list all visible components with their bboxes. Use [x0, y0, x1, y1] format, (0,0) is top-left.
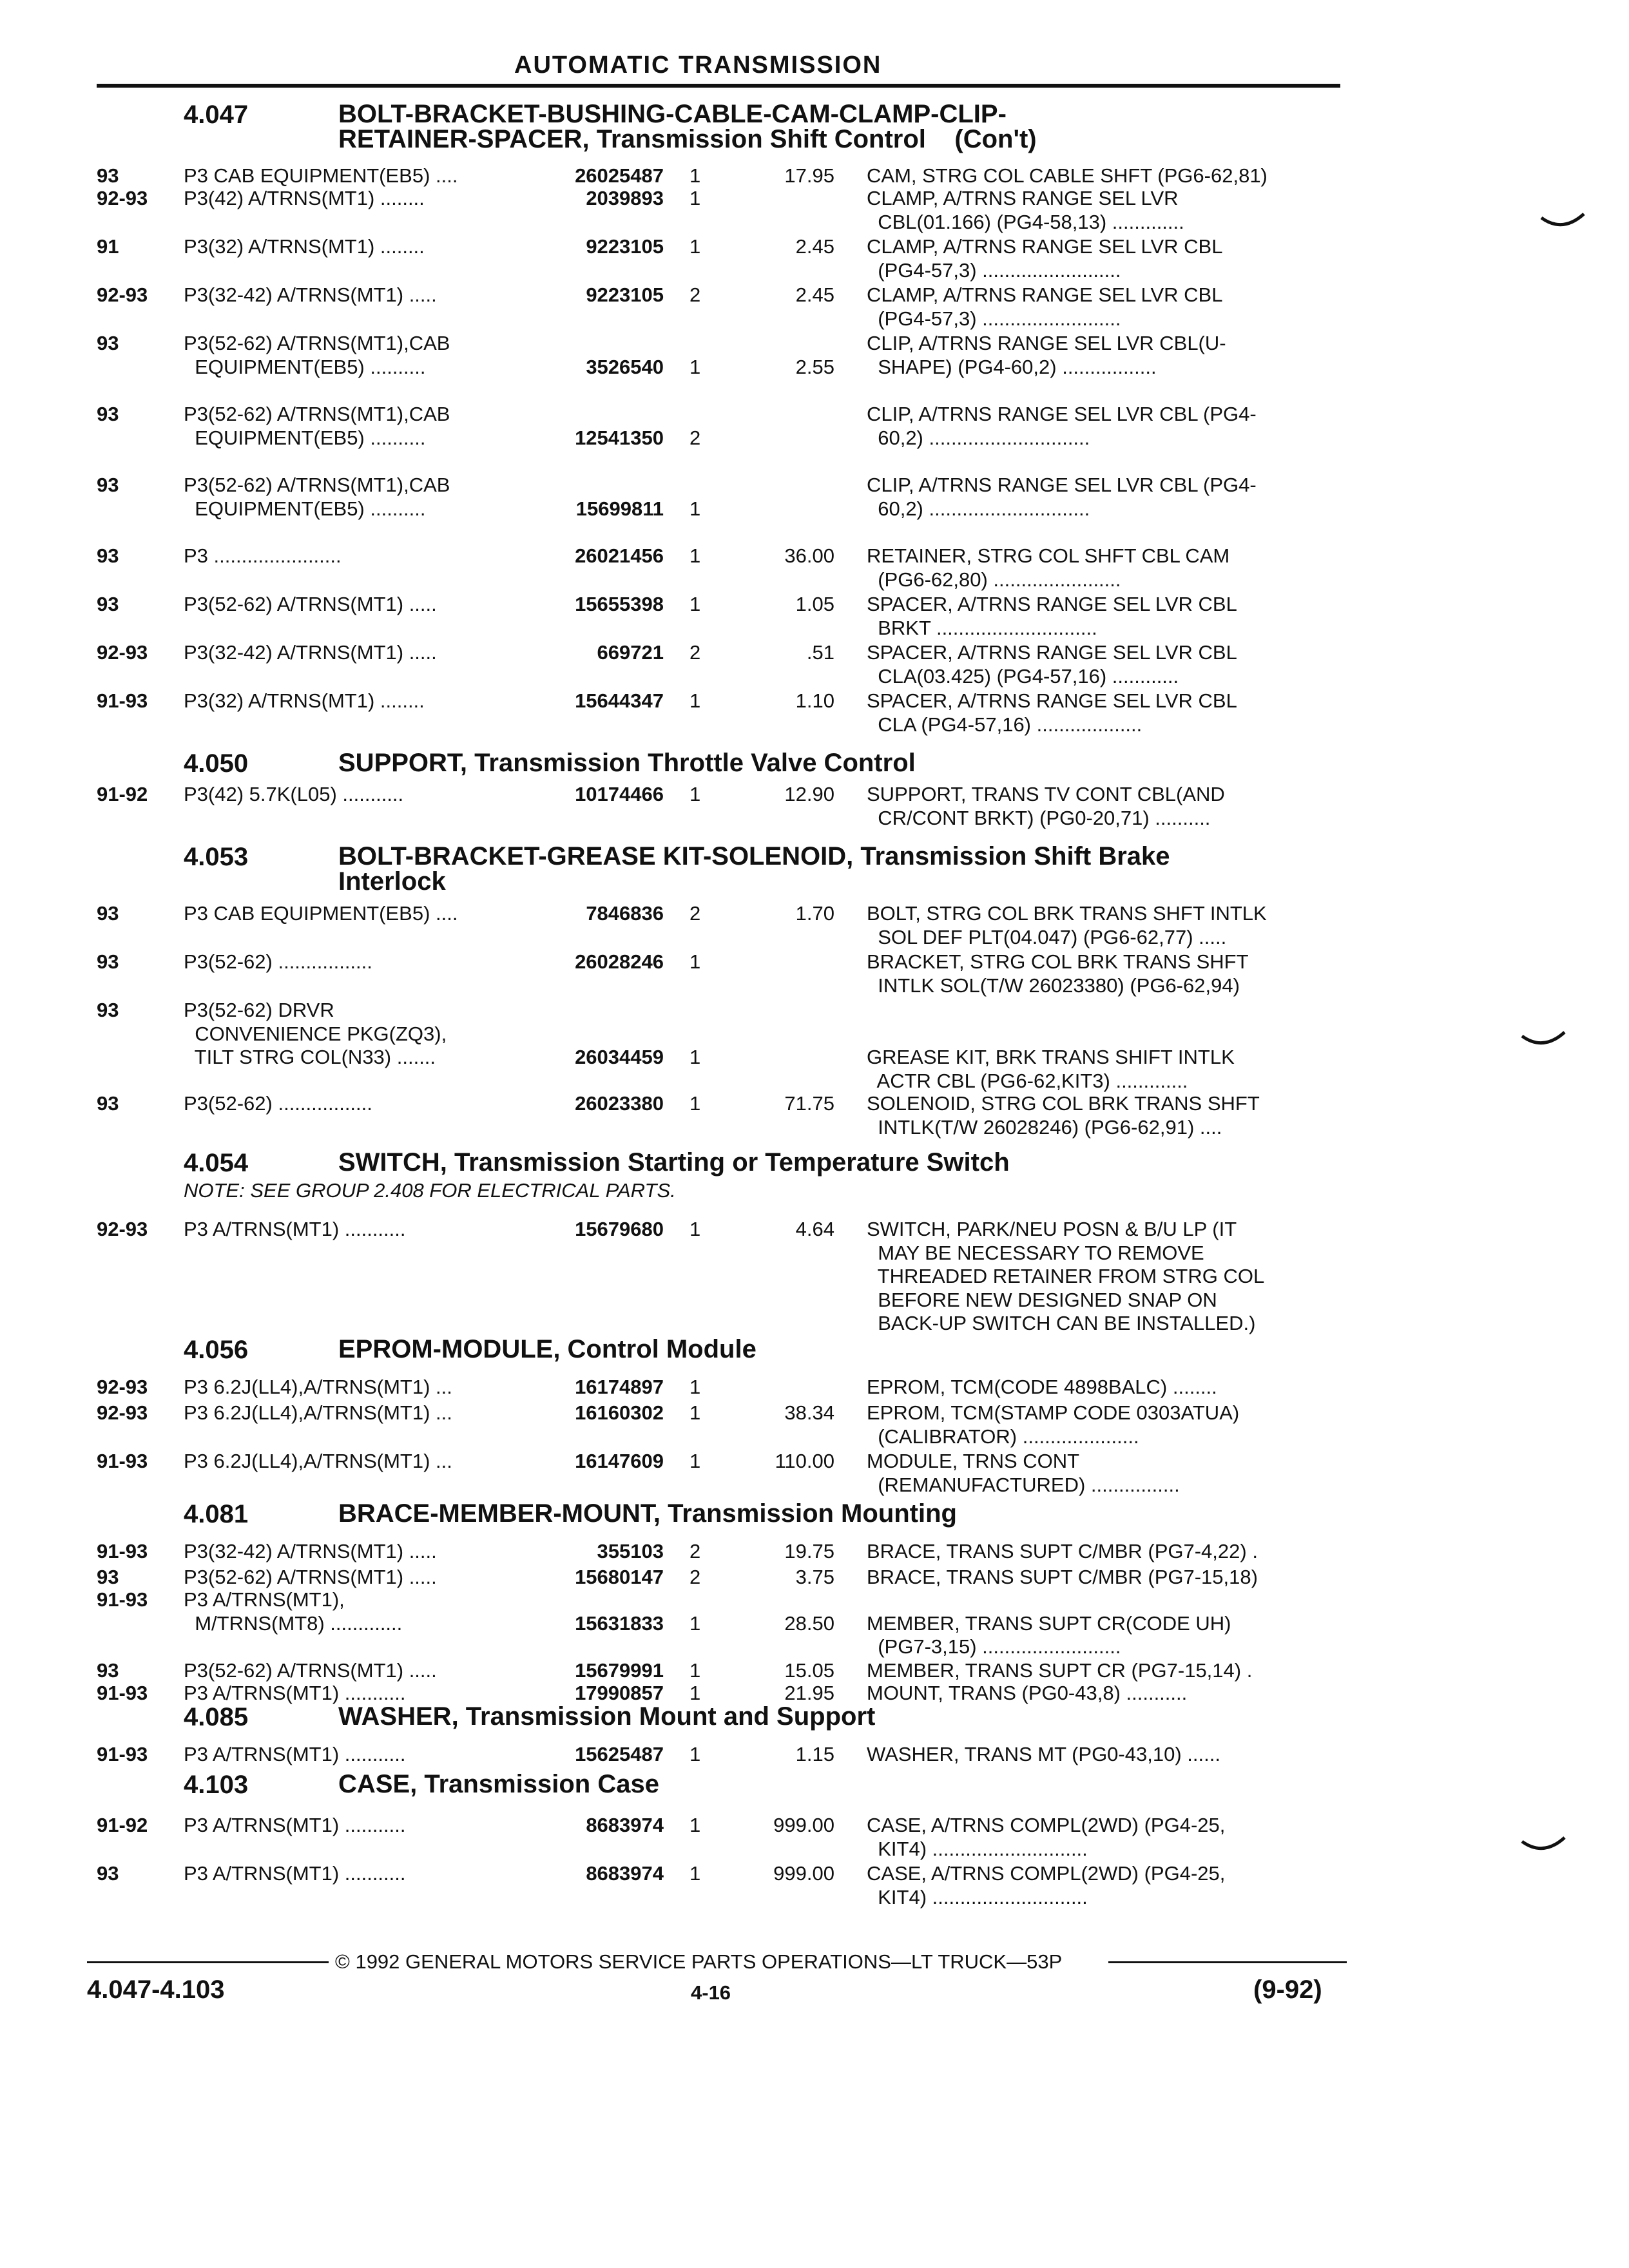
text-line: P3(42) 5.7K(L05) ...........	[184, 783, 404, 805]
text-line: P3(52-62) A/TRNS(MT1) .....	[184, 1659, 437, 1682]
quantity: 1	[689, 1046, 701, 1068]
quantity: 1	[689, 689, 701, 712]
footer-rule-left	[87, 1961, 329, 1963]
model-year: 92-93	[97, 284, 148, 306]
price: 19.75	[784, 1540, 834, 1562]
text-line: SHAPE) (PG4-60,2) .................	[867, 355, 1157, 378]
text-line: (CALIBRATOR) .....................	[867, 1425, 1139, 1448]
section-note: NOTE: SEE GROUP 2.408 FOR ELECTRICAL PARTS.	[184, 1179, 676, 1202]
text-line: EQUIPMENT(EB5) ..........	[184, 355, 426, 378]
part-number: 10174466	[575, 783, 664, 805]
text-line: SPACER, A/TRNS RANGE SEL LVR CBL	[867, 641, 1237, 664]
model-year: 92-93	[97, 1376, 148, 1398]
part-number: 355103	[597, 1540, 664, 1562]
part-number: 26021456	[575, 544, 664, 567]
text-line: KIT4) ............................	[867, 1837, 1088, 1860]
price: 21.95	[784, 1682, 834, 1704]
text-line: (PG4-57,3) .........................	[867, 258, 1121, 282]
quantity: 1	[689, 593, 701, 615]
text-line: P3 6.2J(LL4),A/TRNS(MT1) ...	[184, 1450, 452, 1472]
text-line: BACK-UP SWITCH CAN BE INSTALLED.)	[867, 1312, 1256, 1334]
quantity: 2	[689, 1540, 701, 1562]
quantity: 1	[689, 1401, 701, 1424]
text-line: MAY BE NECESSARY TO REMOVE	[867, 1241, 1204, 1264]
model-year: 93	[97, 332, 119, 354]
quantity: 1	[689, 235, 701, 258]
part-number: 8683974	[586, 1862, 664, 1885]
quantity: 1	[689, 1092, 701, 1115]
text-line: P3(52-62) A/TRNS(MT1),CAB	[184, 403, 450, 425]
text-line: CLIP, A/TRNS RANGE SEL LVR CBL(U-	[867, 332, 1226, 354]
model-year: 93	[97, 902, 119, 925]
price: 4.64	[795, 1218, 834, 1240]
text-line: SOL DEF PLT(04.047) (PG6-62,77) .....	[867, 925, 1227, 948]
text-line: ACTR CBL (PG6-62,KIT3) .............	[867, 1069, 1188, 1092]
price: 999.00	[773, 1862, 834, 1885]
section-number: 4.056	[184, 1336, 249, 1364]
quantity: 1	[689, 783, 701, 805]
text-line: CR/CONT BRKT) (PG0-20,71) ..........	[867, 806, 1211, 829]
text-line: P3(32-42) A/TRNS(MT1) .....	[184, 1540, 437, 1562]
price: 1.10	[795, 689, 834, 712]
text-line: CLIP, A/TRNS RANGE SEL LVR CBL (PG4-	[867, 403, 1257, 425]
footer-section-range: 4.047-4.103	[87, 1975, 225, 2004]
part-number: 16174897	[575, 1376, 664, 1398]
part-number: 16147609	[575, 1450, 664, 1472]
part-number: 17990857	[575, 1682, 664, 1704]
quantity: 1	[689, 544, 701, 567]
price: 12.90	[784, 783, 834, 805]
quantity: 2	[689, 284, 701, 306]
part-number: 2039893	[586, 187, 664, 209]
text-line: EPROM, TCM(CODE 4898BALC) ........	[867, 1376, 1217, 1398]
text-line: THREADED RETAINER FROM STRG COL	[867, 1265, 1265, 1287]
section-title: WASHER, Transmission Mount and Support	[338, 1702, 876, 1731]
text-line: BRACE, TRANS SUPT C/MBR (PG7-15,18)	[867, 1566, 1258, 1588]
text-line: P3 A/TRNS(MT1),	[184, 1588, 345, 1611]
text-line: BEFORE NEW DESIGNED SNAP ON	[867, 1288, 1217, 1311]
model-year: 92-93	[97, 1401, 148, 1424]
section-number: 4.103	[184, 1771, 249, 1799]
text-line: P3 A/TRNS(MT1) ...........	[184, 1682, 406, 1704]
section-number: 4.085	[184, 1703, 249, 1731]
text-line: P3(32-42) A/TRNS(MT1) .....	[184, 284, 437, 306]
text-line: P3 A/TRNS(MT1) ...........	[184, 1814, 406, 1836]
model-year: 92-93	[97, 1218, 148, 1240]
quantity: 1	[689, 1814, 701, 1836]
part-number: 8683974	[586, 1814, 664, 1836]
text-line: P3 6.2J(LL4),A/TRNS(MT1) ...	[184, 1401, 452, 1424]
text-line: GREASE KIT, BRK TRANS SHIFT INTLK	[867, 1046, 1235, 1068]
text-line: MEMBER, TRANS SUPT CR(CODE UH)	[867, 1611, 1231, 1635]
price: 15.05	[784, 1659, 834, 1682]
part-number: 26028246	[575, 950, 664, 973]
section-title: BOLT-BRACKET-BUSHING-CABLE-CAM-CLAMP-CLIP- RETAINER-SPACER, Transmission Shift Control (Con't)	[338, 100, 1037, 153]
price: 71.75	[784, 1092, 834, 1115]
part-number: 9223105	[586, 235, 664, 258]
price: 110.00	[775, 1450, 834, 1472]
quantity: 1	[689, 1450, 701, 1472]
text-line: P3 .......................	[184, 544, 342, 567]
section-number: 4.050	[184, 749, 249, 778]
text-line: MOUNT, TRANS (PG0-43,8) ...........	[867, 1682, 1188, 1704]
text-line: (PG7-3,15) .........................	[867, 1635, 1121, 1658]
text-line: P3 6.2J(LL4),A/TRNS(MT1) ...	[184, 1376, 452, 1398]
text-line: CLIP, A/TRNS RANGE SEL LVR CBL (PG4-	[867, 474, 1257, 496]
quantity: 2	[689, 641, 701, 664]
quantity: 1	[689, 1659, 701, 1682]
part-number: 15631833	[575, 1611, 664, 1635]
text-line: SPACER, A/TRNS RANGE SEL LVR CBL	[867, 593, 1237, 615]
text-line: EQUIPMENT(EB5) ..........	[184, 426, 426, 449]
text-line: SPACER, A/TRNS RANGE SEL LVR CBL	[867, 689, 1237, 712]
model-year: 93	[97, 403, 119, 425]
model-year: 93	[97, 164, 119, 187]
price: .51	[806, 641, 834, 664]
model-year: 93	[97, 950, 119, 973]
section-title: SUPPORT, Transmission Throttle Valve Control	[338, 749, 916, 777]
text-line: CASE, A/TRNS COMPL(2WD) (PG4-25,	[867, 1862, 1226, 1885]
section-title: BOLT-BRACKET-GREASE KIT-SOLENOID, Transmission Shift Brake Interlock	[338, 842, 1170, 896]
price: 36.00	[784, 544, 834, 567]
section-title: BRACE-MEMBER-MOUNT, Transmission Mounting	[338, 1499, 957, 1528]
footer-copyright: © 1992 GENERAL MOTORS SERVICE PARTS OPERATIONS—LT TRUCK—53P	[335, 1950, 1063, 1973]
price: 1.05	[795, 593, 834, 615]
model-year: 93	[97, 1092, 119, 1115]
text-line: CONVENIENCE PKG(ZQ3),	[184, 1022, 447, 1045]
price: 38.34	[784, 1401, 834, 1424]
text-line: BRACE, TRANS SUPT C/MBR (PG7-4,22) .	[867, 1540, 1258, 1562]
section-number: 4.047	[184, 101, 249, 129]
text-line: P3(52-62) A/TRNS(MT1),CAB	[184, 474, 450, 496]
part-number: 7846836	[586, 902, 664, 925]
part-number: 15655398	[575, 593, 664, 615]
price: 3.75	[795, 1566, 834, 1588]
text-line: 60,2) .............................	[867, 497, 1090, 520]
text-line: (PG6-62,80) .......................	[867, 568, 1121, 591]
model-year: 93	[97, 999, 119, 1021]
text-line: (REMANUFACTURED) ................	[867, 1473, 1180, 1496]
text-line: SOLENOID, STRG COL BRK TRANS SHFT	[867, 1092, 1260, 1115]
footer-page-number: 4-16	[691, 1981, 731, 2004]
quantity: 1	[689, 355, 701, 378]
text-line: P3 CAB EQUIPMENT(EB5) ....	[184, 902, 458, 925]
text-line: M/TRNS(MT8) .............	[184, 1611, 403, 1635]
part-number: 15679991	[575, 1659, 664, 1682]
quantity: 1	[689, 1743, 701, 1765]
part-number: 669721	[597, 641, 664, 664]
text-line: CLA(03.425) (PG4-57,16) ............	[867, 664, 1179, 687]
text-line: MEMBER, TRANS SUPT CR (PG7-15,14) .	[867, 1659, 1253, 1682]
text-line: CLAMP, A/TRNS RANGE SEL LVR CBL	[867, 284, 1223, 306]
text-line: SUPPORT, TRANS TV CONT CBL(AND	[867, 783, 1225, 805]
text-line: KIT4) ............................	[867, 1885, 1088, 1908]
quantity: 1	[689, 187, 701, 209]
text-line: P3(52-62) A/TRNS(MT1) .....	[184, 1566, 437, 1588]
price: 999.00	[773, 1814, 834, 1836]
text-line: P3 A/TRNS(MT1) ...........	[184, 1743, 406, 1765]
text-line: EQUIPMENT(EB5) ..........	[184, 497, 426, 520]
model-year: 92-93	[97, 187, 148, 209]
quantity: 1	[689, 164, 701, 187]
section-title: EPROM-MODULE, Control Module	[338, 1335, 757, 1363]
price: 28.50	[784, 1611, 834, 1635]
text-line: BOLT, STRG COL BRK TRANS SHFT INTLK	[867, 902, 1267, 925]
model-year: 91-92	[97, 783, 148, 805]
section-number: 4.053	[184, 843, 249, 871]
text-line: CLA (PG4-57,16) ...................	[867, 713, 1142, 736]
quantity: 2	[689, 902, 701, 925]
text-line: P3(52-62) DRVR	[184, 999, 334, 1021]
part-number: 15680147	[575, 1566, 664, 1588]
model-year: 93	[97, 1862, 119, 1885]
model-year: 91-93	[97, 1743, 148, 1765]
header-rule	[97, 84, 1340, 88]
quantity: 1	[689, 1218, 701, 1240]
part-number: 16160302	[575, 1401, 664, 1424]
text-line: CASE, A/TRNS COMPL(2WD) (PG4-25,	[867, 1814, 1226, 1836]
text-line: SWITCH, PARK/NEU POSN & B/U LP (IT	[867, 1218, 1237, 1240]
page-header-title: AUTOMATIC TRANSMISSION	[514, 52, 882, 79]
price: 1.15	[795, 1743, 834, 1765]
text-line: TILT STRG COL(N33) .......	[184, 1046, 436, 1068]
text-line: BRACKET, STRG COL BRK TRANS SHFT	[867, 950, 1249, 973]
section-number: 4.054	[184, 1149, 249, 1177]
model-year: 93	[97, 1566, 119, 1588]
text-line: P3(52-62) A/TRNS(MT1),CAB	[184, 332, 450, 354]
quantity: 2	[689, 1566, 701, 1588]
text-line: P3(42) A/TRNS(MT1) ........	[184, 187, 425, 209]
text-line: WASHER, TRANS MT (PG0-43,10) ......	[867, 1743, 1220, 1765]
part-number: 15679680	[575, 1218, 664, 1240]
text-line: EPROM, TCM(STAMP CODE 0303ATUA)	[867, 1401, 1240, 1424]
quantity: 1	[689, 1682, 701, 1704]
section-title: SWITCH, Transmission Starting or Temperature Switch	[338, 1148, 1010, 1177]
model-year: 93	[97, 1659, 119, 1682]
text-line: P3 A/TRNS(MT1) ...........	[184, 1218, 406, 1240]
binder-mark-2	[1521, 1031, 1566, 1050]
text-line: P3 A/TRNS(MT1) ...........	[184, 1862, 406, 1885]
part-number: 15625487	[575, 1743, 664, 1765]
model-year: 91-93	[97, 1588, 148, 1611]
price: 1.70	[795, 902, 834, 925]
text-line: P3 CAB EQUIPMENT(EB5) ....	[184, 164, 458, 187]
price: 17.95	[784, 164, 834, 187]
part-number: 12541350	[575, 426, 664, 449]
part-number: 26034459	[575, 1046, 664, 1068]
part-number: 26025487	[575, 164, 664, 187]
footer-revision-date: (9-92)	[1253, 1975, 1322, 2004]
model-year: 91-92	[97, 1814, 148, 1836]
text-line: P3(32-42) A/TRNS(MT1) .....	[184, 641, 437, 664]
text-line: CAM, STRG COL CABLE SHFT (PG6-62,81)	[867, 164, 1268, 187]
text-line: MODULE, TRNS CONT	[867, 1450, 1080, 1472]
section-number: 4.081	[184, 1500, 249, 1528]
binder-mark-3	[1521, 1836, 1566, 1856]
text-line: P3(32) A/TRNS(MT1) ........	[184, 689, 425, 712]
model-year: 91-93	[97, 1540, 148, 1562]
model-year: 93	[97, 593, 119, 615]
text-line: INTLK SOL(T/W 26023380) (PG6-62,94)	[867, 974, 1240, 997]
part-number: 15644347	[575, 689, 664, 712]
quantity: 1	[689, 950, 701, 973]
part-number: 9223105	[586, 284, 664, 306]
text-line: RETAINER, STRG COL SHFT CBL CAM	[867, 544, 1230, 567]
model-year: 91	[97, 235, 119, 258]
quantity: 1	[689, 497, 701, 520]
text-line: P3(52-62) .................	[184, 950, 372, 973]
text-line: (PG4-57,3) .........................	[867, 307, 1121, 330]
text-line: CLAMP, A/TRNS RANGE SEL LVR	[867, 187, 1179, 209]
quantity: 1	[689, 1376, 701, 1398]
section-title: CASE, Transmission Case	[338, 1770, 659, 1798]
price: 2.45	[795, 284, 834, 306]
text-line: P3(52-62) A/TRNS(MT1) .....	[184, 593, 437, 615]
price: 2.45	[795, 235, 834, 258]
quantity: 1	[689, 1611, 701, 1635]
quantity: 1	[689, 1862, 701, 1885]
model-year: 93	[97, 544, 119, 567]
model-year: 91-93	[97, 1450, 148, 1472]
text-line: BRKT .............................	[867, 616, 1097, 639]
price: 2.55	[795, 355, 834, 378]
quantity: 2	[689, 426, 701, 449]
part-number: 26023380	[575, 1092, 664, 1115]
text-line: P3(52-62) .................	[184, 1092, 372, 1115]
model-year: 91-93	[97, 1682, 148, 1704]
text-line: 60,2) .............................	[867, 426, 1090, 449]
text-line: INTLK(T/W 26028246) (PG6-62,91) ....	[867, 1115, 1222, 1139]
part-number: 15699811	[575, 497, 664, 520]
model-year: 91-93	[97, 689, 148, 712]
model-year: 92-93	[97, 641, 148, 664]
footer-rule-right	[1108, 1961, 1347, 1963]
text-line: CLAMP, A/TRNS RANGE SEL LVR CBL	[867, 235, 1223, 258]
text-line: P3(32) A/TRNS(MT1) ........	[184, 235, 425, 258]
model-year: 93	[97, 474, 119, 496]
binder-mark-1	[1540, 213, 1585, 232]
text-line: CBL(01.166) (PG4-58,13) .............	[867, 210, 1184, 233]
part-number: 3526540	[586, 355, 664, 378]
